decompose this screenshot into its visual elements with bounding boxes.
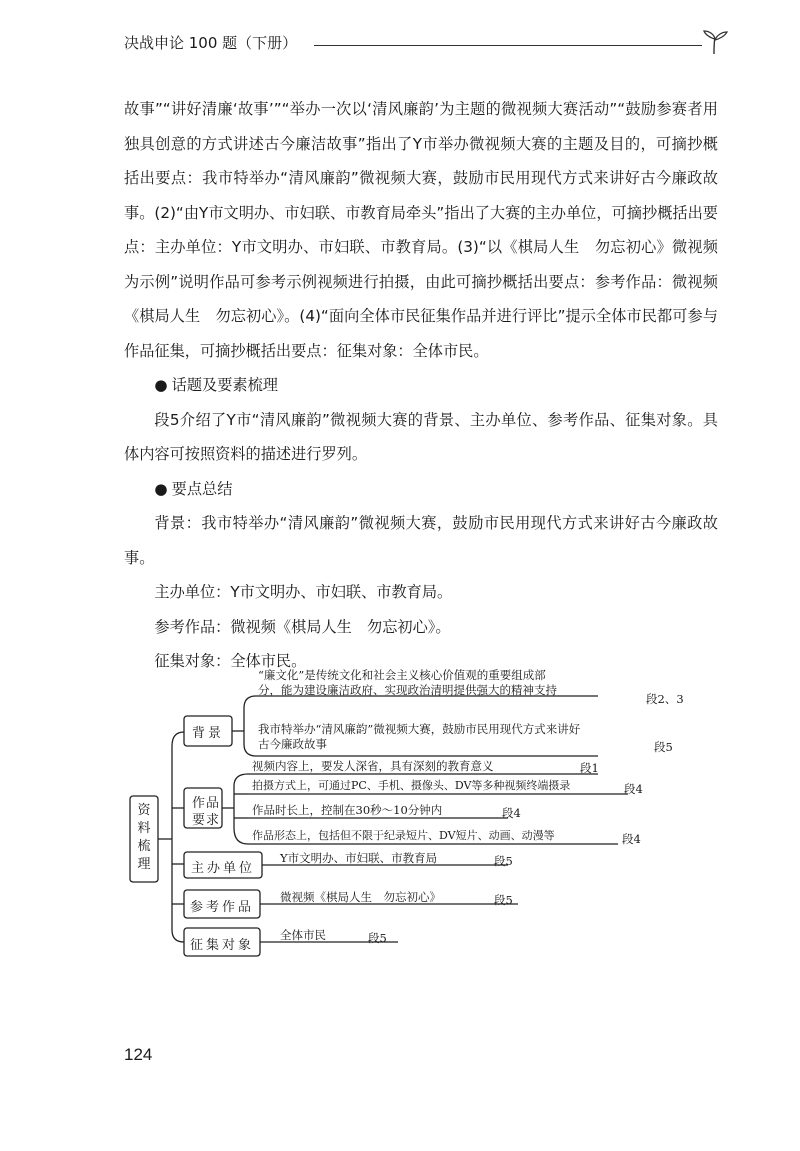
background-item-2-ref: 段5 xyxy=(654,740,673,754)
background-item-2-line-1: 我市特举办“清风廉韵”微视频大赛，鼓励市民用现代方式来讲好 xyxy=(258,722,581,736)
node-reference-label: 参考作品 xyxy=(190,900,255,915)
background-item-1-ref: 段2、3 xyxy=(646,692,684,706)
requirement-item-2-ref: 段4 xyxy=(624,782,643,796)
section-heading-topic: ● 话题及要素梳理 xyxy=(124,368,718,403)
topic-paragraph: 段5介绍了Y市“清风廉韵”微视频大赛的背景、主办单位、参考作品、征集对象。具体内容可按照资料的描述进行罗列。 xyxy=(124,410,718,463)
analysis-paragraph: 故事”“讲好清廉‘故事’”“举办一次以‘清风廉韵’为主题的微视频大赛活动”“鼓励参赛者用独具创意的方式讲述古今廉洁故事”指出了Y市举办微视频大赛的主题及目的，可摘抄概括出要点：我市特举办“清风廉韵”微视频大赛，鼓励市民用现代方式来讲好古今廉政故事。(2)“由Y市文明办、市妇联、市教育局牵头”指出了大赛的主办单位，可摘抄概括出要点：主办单位：Y市文明办、市妇联、市教育局。(3)“以《棋局人生 勿忘初心》微视频为示例”说明作品可参考示例视频进行拍摄，由此可摘抄概括出要点：参考作品：微视频《棋局人生 勿忘初心》。(4)“面向全体市民征集作品并进行评比”提示全体市民都可参与作品征集，可摘抄概括出要点：征集对象：全体市民。 xyxy=(124,100,718,360)
node-requirements-label-2: 要求 xyxy=(192,813,221,828)
target-ref: 段5 xyxy=(368,931,387,945)
target-text: 全体市民 xyxy=(280,928,326,942)
reference-text: 微视频《棋局人生 勿忘初心》 xyxy=(280,890,441,904)
requirement-item-3-ref: 段4 xyxy=(502,806,521,820)
organizer-text: Y市文明办、市妇联、市教育局 xyxy=(280,851,438,865)
summary-background: 背景：我市特举办“清风廉韵”微视频大赛，鼓励市民用现代方式来讲好古今廉政故事。 xyxy=(124,514,718,567)
node-background-label: 背景 xyxy=(192,726,225,741)
section-heading-summary: ● 要点总结 xyxy=(124,472,718,507)
requirement-item-1: 视频内容上，要发人深省，具有深刻的教育意义 xyxy=(252,759,494,773)
summary-target: 征集对象：全体市民。 xyxy=(154,652,307,670)
header-rule xyxy=(314,45,702,46)
requirement-item-3: 作品时长上，控制在30秒～10分钟内 xyxy=(252,803,443,817)
mind-map xyxy=(128,668,708,968)
mind-map-root: 资料梳理 xyxy=(137,803,151,872)
summary-organizer: 主办单位：Y市文明办、市妇联、市教育局。 xyxy=(154,583,453,601)
requirement-item-1-ref: 段1 xyxy=(580,761,599,775)
background-item-2-line-2: 古今廉政故事 xyxy=(258,737,327,751)
background-item-1-line-1: “廉文化”是传统文化和社会主义核心价值观的重要组成部 xyxy=(258,668,546,682)
page-number: 124 xyxy=(124,1045,153,1064)
requirement-item-4: 作品形态上，包括但不限于纪录短片、DV短片、动画、动漫等 xyxy=(252,829,555,842)
reference-ref: 段5 xyxy=(494,893,513,907)
requirement-item-4-ref: 段4 xyxy=(622,832,641,846)
body-text xyxy=(124,92,718,679)
requirement-item-2: 拍摄方式上，可通过PC、手机、摄像头、DV等多种视频终端摄录 xyxy=(252,779,571,792)
sprout-icon xyxy=(700,30,730,56)
running-header xyxy=(124,30,734,56)
summary-reference: 参考作品：微视频《棋局人生 勿忘初心》。 xyxy=(154,617,451,636)
node-target-label: 征集对象 xyxy=(190,938,255,953)
organizer-ref: 段5 xyxy=(494,854,513,868)
book-title: 决战申论 100 题（下册） xyxy=(124,34,298,52)
node-requirements-label-1: 作品 xyxy=(192,796,221,811)
node-organizer-label: 主办单位 xyxy=(191,861,256,876)
background-item-1-line-2: 分，能为建设廉洁政府、实现政治清明提供强大的精神支持 xyxy=(258,683,557,697)
